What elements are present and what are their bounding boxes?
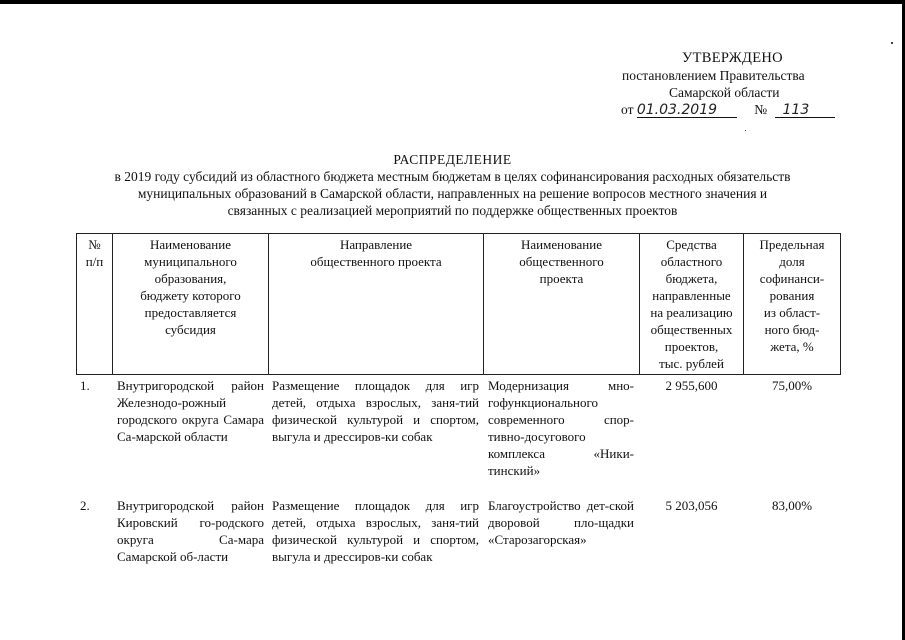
scan-speck xyxy=(891,42,893,44)
row-direction: Размещение площадок для игр детей, отдыха взрослых, заня-тий физической культурой и спортом, выгула и дрессиров-ки собак xyxy=(272,498,479,564)
row-direction: Размещение площадок для игр детей, отдыха взрослых, заня-тий физической культурой и спортом, выгула и дрессиров-ки собак xyxy=(272,378,479,444)
row-num: 2. xyxy=(80,498,90,513)
approval-region: Самарской области xyxy=(669,85,780,100)
header-num: № п/п xyxy=(85,237,104,269)
title-line-3: связанных с реализацией мероприятий по поддержке общественных проектов xyxy=(227,203,678,218)
header-share: Предельная доля софинанси- рования из област- ного бюд- жета, % xyxy=(759,237,825,354)
title-line-2: муниципальных образований в Самарской области, направленных на решение вопросов местного значения и xyxy=(137,186,768,201)
approval-date-line xyxy=(621,101,841,118)
header-municipality: Наименование муниципального образования, бюджету которого предоставляется субсидия xyxy=(140,237,241,337)
date-prefix: от xyxy=(621,102,634,117)
table-top-border xyxy=(76,233,840,234)
handwritten-date: 01.03.2019 xyxy=(636,102,718,118)
row-project: Благоустройство дет-ской дворовой пло-щадки «Старозагорская» xyxy=(488,498,634,547)
header-project: Наименование общественного проекта xyxy=(519,237,604,286)
header-bottom-border xyxy=(76,374,840,375)
row-municipality: Внутригородской район Кировский го-родского округа Са-мара Самарской об-ласти xyxy=(117,498,264,564)
row-amount: 5 203,056 xyxy=(665,498,718,513)
header-direction: Направление общественного проекта xyxy=(310,237,442,269)
col-border xyxy=(840,233,841,375)
scan-top-border xyxy=(0,0,905,4)
number-underline xyxy=(775,103,835,118)
row-num: 1. xyxy=(80,378,90,393)
row-amount: 2 955,600 xyxy=(665,378,718,393)
row-municipality: Внутригородской район Железнодо-рожный городского округа Самара Са-марской области xyxy=(117,378,264,444)
header-amount: Средства областного бюджета, направленные на реализацию общественных проектов, тыс. рублей xyxy=(650,237,733,371)
number-prefix: № xyxy=(754,102,768,117)
approved-label: УТВЕРЖДЕНО xyxy=(682,50,783,66)
row-share: 75,00% xyxy=(771,378,813,393)
title-line-1: в 2019 году субсидий из областного бюджета местным бюджетам в целях софинансирования расходных обязательств xyxy=(114,169,791,184)
row-share: 83,00% xyxy=(771,498,813,513)
scan-speck xyxy=(745,130,746,131)
document-heading: РАСПРЕДЕЛЕНИЕ xyxy=(393,152,512,167)
handwritten-number: 113 xyxy=(782,102,810,118)
row-project: Модернизация мно-гофункционального современного спор-тивно-досугового комплекса «Ники-тинский» xyxy=(488,378,634,478)
approval-authority: постановлением Правительства xyxy=(622,68,805,83)
date-underline xyxy=(637,103,737,118)
